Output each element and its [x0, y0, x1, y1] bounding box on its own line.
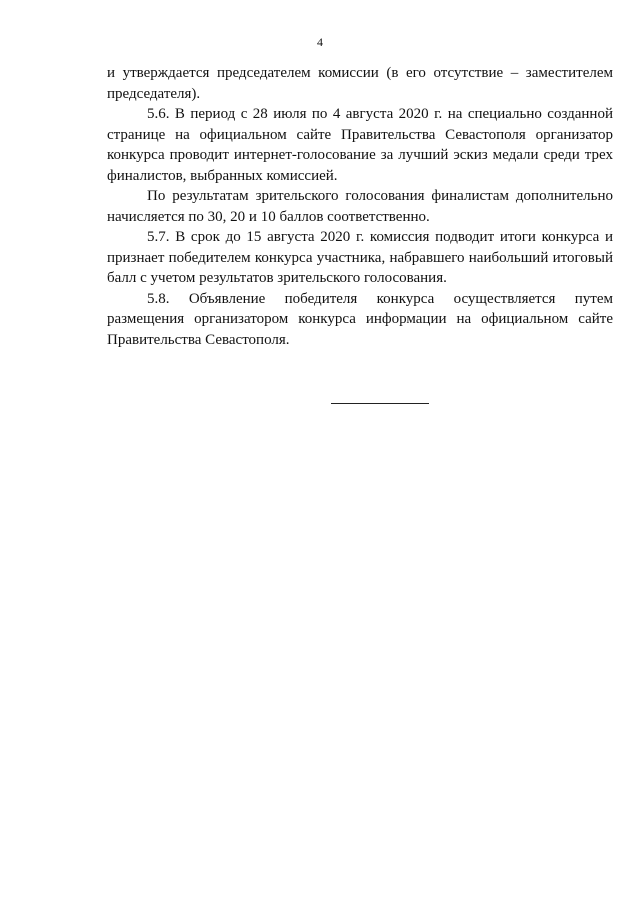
closing-divider [331, 403, 429, 404]
paragraph-continuation: и утверждается председателем комиссии (в его отсутствие – заместителем председателя). [107, 65, 613, 102]
paragraph-5-8: 5.8. Объявление победителя конкурса осуществляется путем размещения организатором конкурса информации на официальном сайте Правительства Севастополя. [107, 290, 613, 348]
document-body [107, 63, 613, 350]
page-number: 4 [317, 35, 323, 49]
paragraph-5-7: 5.7. В срок до 15 августа 2020 г. комиссия подводит итоги конкурса и признает победителем конкурса участника, набравшего наибольший итоговый балл с учетом результатов зрительского голосования. [107, 229, 613, 286]
paragraph-5-6: 5.6. В период с 28 июля по 4 августа 2020 г. на специально созданной странице на официальном сайте Правительства Севастополя организатор конкурса проводит интернет-голосование за лучший эскиз медали среди трех финалистов, выбранных комиссией. [107, 106, 613, 184]
paragraph-voting-points: По результатам зрительского голосования финалистам дополнительно начисляется по 30, 20 и 10 баллов соответственно. [107, 188, 613, 225]
